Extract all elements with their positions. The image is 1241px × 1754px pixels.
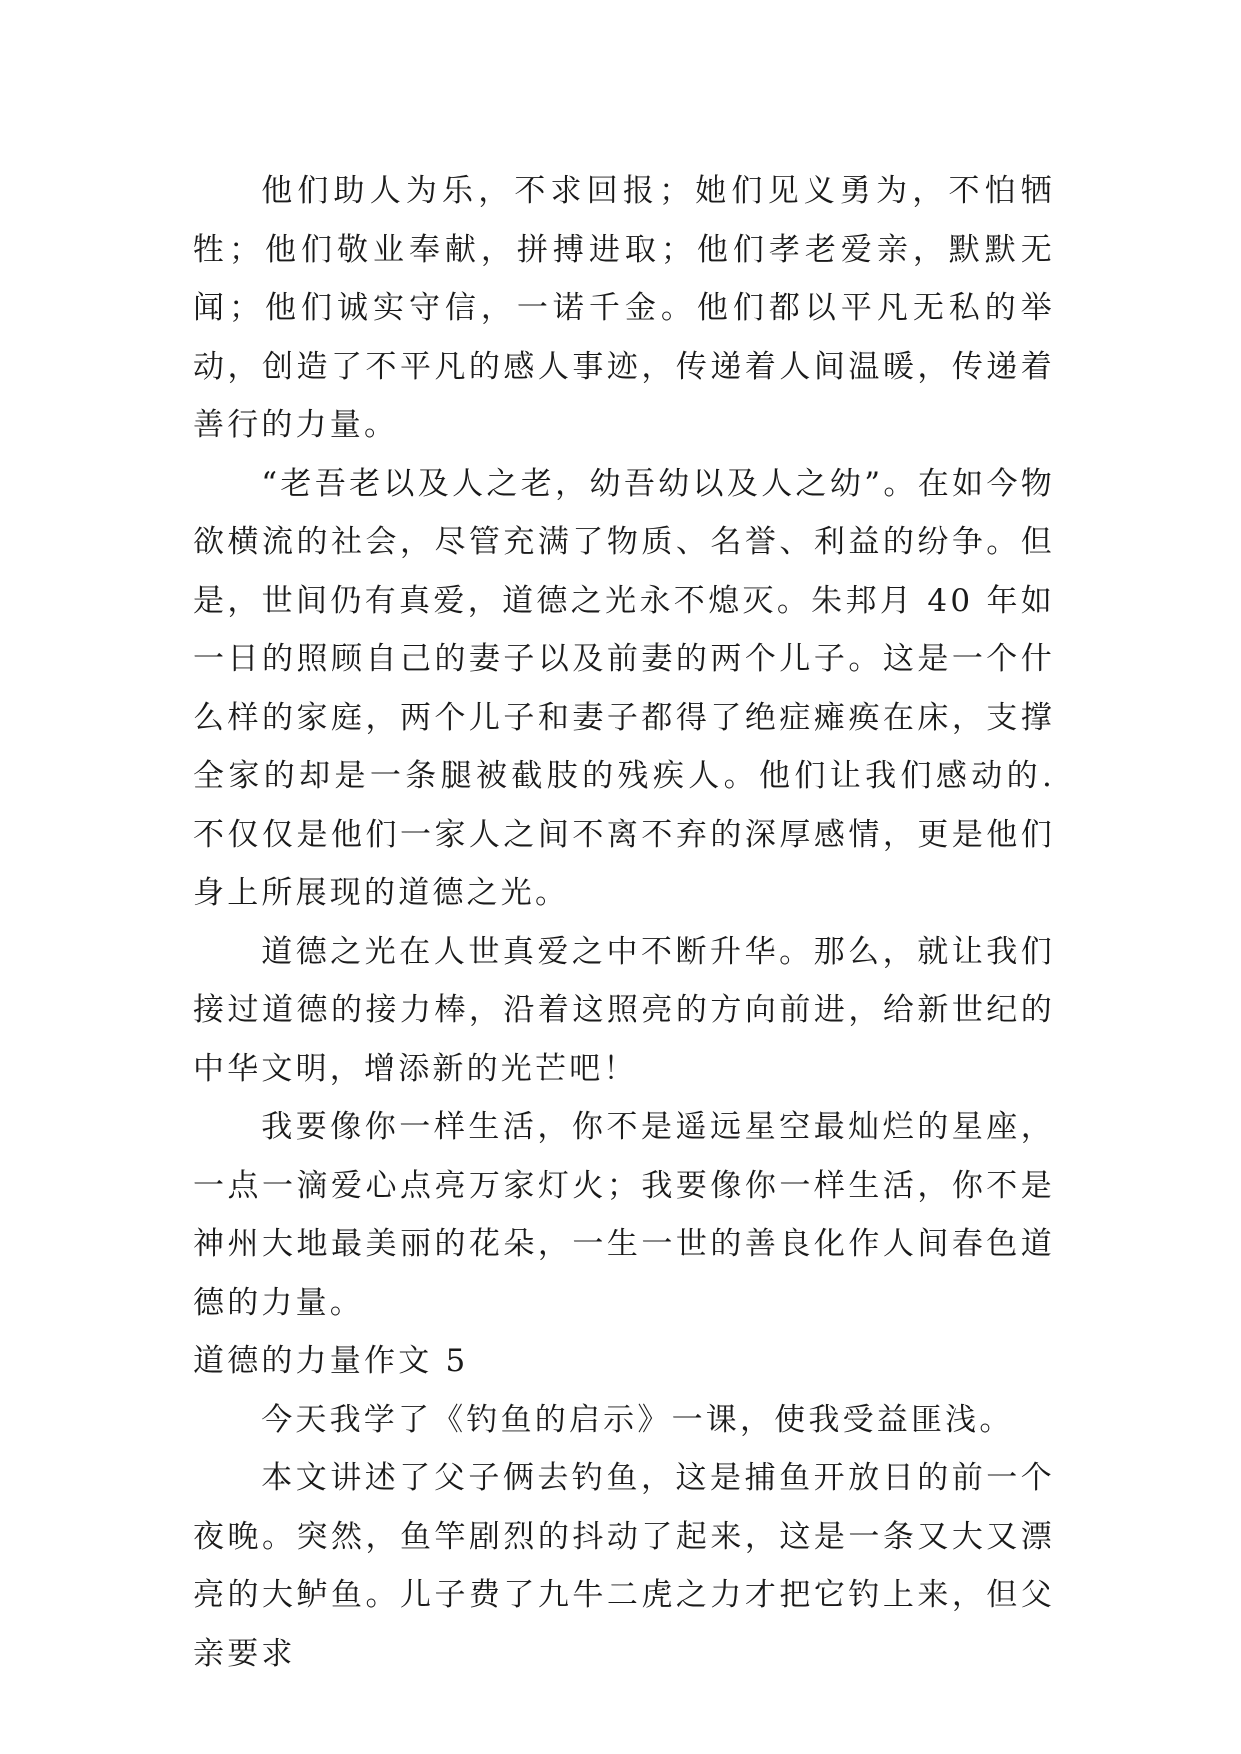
document-body [193,162,1055,1683]
paragraph-zhu-bangyue: “老吾老以及人之老，幼吾幼以及人之幼”。在如今物欲横流的社会，尽管充满了物质、名誉、利益的纷争。但是，世间仍有真爱，道德之光永不熄灭。朱邦月 40 年如一日的照顾自己的妻子以及前妻的两个儿子。这是一个什么样的家庭，两个儿子和妻子都得了绝症瘫痪在床，支撑全家的却是一条腿被截肢的残疾人。他们让我们感动的.不仅仅是他们一家人之间不离不弃的深厚感情，更是他们身上所展现的道德之光。 [193,465,1055,911]
paragraph-moral-light: 道德之光在人世真爱之中不断升华。那么，就让我们接过道德的接力棒，沿着这照亮的方向前进，给新世纪的中华文明，增添新的光芒吧！ [193,933,1055,1087]
paragraph-helping-others: 他们助人为乐，不求回报；她们见义勇为，不怕牺牲；他们敬业奉献，拼搏进取；他们孝老爱亲，默默无闻；他们诚实守信，一诺千金。他们都以平凡无私的举动，创造了不平凡的感人事迹，传递着人间温暖，传递着善行的力量。 [193,173,1055,443]
section-heading: 道德的力量作文 5 [193,1343,469,1379]
paragraph-live-like-you: 我要像你一样生活，你不是遥远星空最灿烂的星座，一点一滴爱心点亮万家灯火；我要像你一样生活，你不是神州大地最美丽的花朵，一生一世的善良化作人间春色道德的力量。 [193,1109,1055,1321]
paragraph-fishing-story: 本文讲述了父子俩去钓鱼，这是捕鱼开放日的前一个夜晚。突然，鱼竿剧烈的抖动了起来，这是一条又大又漂亮的大鲈鱼。儿子费了九牛二虎之力才把它钓上来，但父亲要求 [193,1460,1055,1672]
paragraph-fishing-lesson: 今天我学了《钓鱼的启示》一课，使我受益匪浅。 [261,1401,1014,1438]
